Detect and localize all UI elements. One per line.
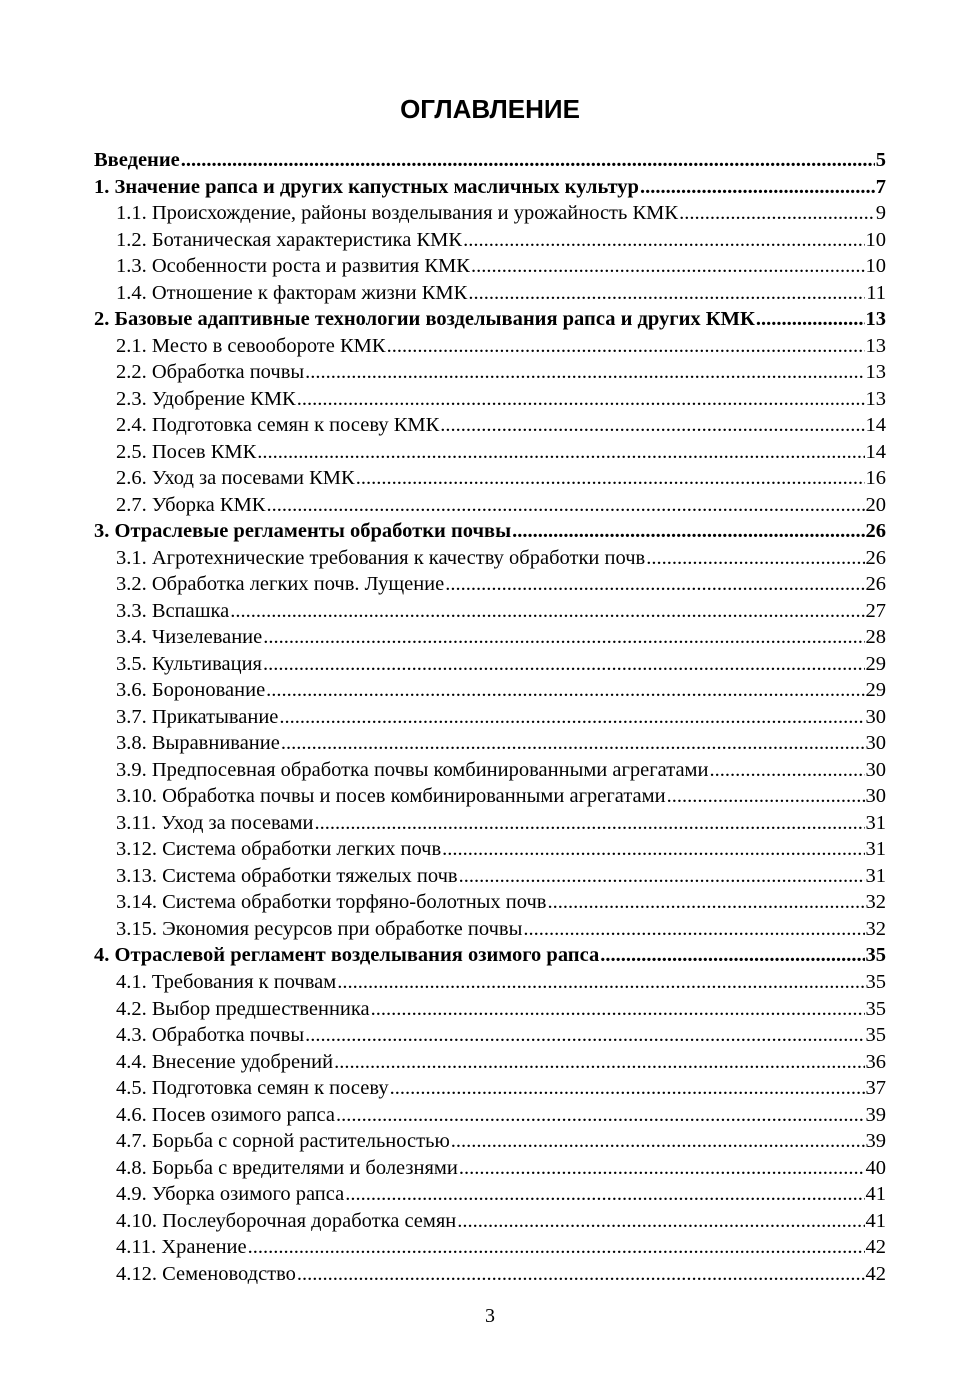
toc-entry-title: 3.1. Агротехнические требования к качеству обработки почв <box>116 546 646 569</box>
toc-entry-title: 3.5. Культивация <box>116 652 262 675</box>
toc-entry-page: 41 <box>865 1183 886 1206</box>
toc-entry-page: 9 <box>875 202 886 225</box>
toc-dot-leader <box>600 942 864 969</box>
toc-entry-page: 39 <box>865 1103 886 1126</box>
toc-dot-leader <box>523 916 864 943</box>
toc-entry-title: 3.4. Чизелевание <box>116 626 263 649</box>
toc-section-entry[interactable] <box>94 412 886 439</box>
toc-section-entry[interactable] <box>94 783 886 810</box>
toc-dot-leader <box>297 386 865 413</box>
toc-section-entry[interactable] <box>94 624 886 651</box>
toc-entry-title: 2.5. Посев КМК <box>116 440 257 463</box>
toc-entry-title: 2.7. Уборка КМК <box>116 493 266 516</box>
toc-entry-title: 1. Значение рапса и других капустных масличных культур <box>94 175 639 198</box>
toc-chapter-entry[interactable] <box>94 306 886 333</box>
toc-section-entry[interactable] <box>94 253 886 280</box>
toc-dot-leader <box>314 810 864 837</box>
toc-dot-leader <box>248 1234 865 1261</box>
toc-entry-title: 3.12. Система обработки легких почв <box>116 838 442 861</box>
toc-entry-page: 26 <box>865 573 886 596</box>
toc-entry-page: 10 <box>865 228 886 251</box>
toc-section-entry[interactable] <box>94 996 886 1023</box>
toc-entry-page: 13 <box>865 334 886 357</box>
toc-entry-page: 30 <box>865 732 886 755</box>
toc-dot-leader <box>305 359 864 386</box>
toc-dot-leader <box>390 1075 865 1102</box>
toc-dot-leader <box>281 730 865 757</box>
toc-entry-page: 16 <box>865 467 886 490</box>
toc-entry-page: 13 <box>865 387 886 410</box>
toc-dot-leader <box>263 651 865 678</box>
toc-section-entry[interactable] <box>94 1022 886 1049</box>
table-of-contents <box>94 147 886 1287</box>
toc-section-entry[interactable] <box>94 730 886 757</box>
toc-section-entry[interactable] <box>94 333 886 360</box>
toc-dot-leader <box>371 996 865 1023</box>
toc-entry-title: 4.7. Борьба с сорной растительностью <box>116 1130 450 1153</box>
toc-dot-leader <box>181 147 875 174</box>
toc-entry-page: 5 <box>875 149 886 171</box>
toc-entry-page: 14 <box>865 414 886 437</box>
toc-entry-title: 3.14. Система обработки торфяно-болотных почв <box>116 891 547 914</box>
toc-entry-page: 30 <box>865 758 886 781</box>
toc-entry-page: 35 <box>865 970 886 993</box>
toc-entry-page: 31 <box>865 838 886 861</box>
toc-section-entry[interactable] <box>94 571 886 598</box>
toc-entry-page: 31 <box>865 811 886 834</box>
toc-entry-title: 4.3. Обработка почвы <box>116 1024 305 1047</box>
toc-dot-leader <box>710 757 865 784</box>
toc-section-entry[interactable] <box>94 836 886 863</box>
toc-section-entry[interactable] <box>94 1155 886 1182</box>
toc-entry-page: 41 <box>865 1209 886 1232</box>
toc-entry-page: 35 <box>865 944 886 967</box>
page-title: ОГЛАВЛЕНИЕ <box>400 94 580 124</box>
toc-section-entry[interactable] <box>94 227 886 254</box>
toc-entry-title: 1.4. Отношение к факторам жизни КМК <box>116 281 468 304</box>
toc-dot-leader <box>440 412 864 439</box>
toc-section-entry[interactable] <box>94 1128 886 1155</box>
toc-dot-leader <box>334 1049 864 1076</box>
toc-section-entry[interactable] <box>94 969 886 996</box>
toc-dot-leader <box>445 571 864 598</box>
toc-entry-title: 3.15. Экономия ресурсов при обработке почвы <box>116 917 523 940</box>
toc-dot-leader <box>679 200 875 227</box>
toc-section-entry[interactable] <box>94 1261 886 1288</box>
toc-dot-leader <box>356 465 865 492</box>
toc-entry-title: 4. Отраслевой регламент возделывания озимого рапса <box>94 944 600 967</box>
toc-entry-page: 32 <box>865 891 886 914</box>
toc-dot-leader <box>457 1208 864 1235</box>
toc-entry-page: 7 <box>875 175 886 198</box>
toc-dot-leader <box>257 439 864 466</box>
toc-entry-title: 4.12. Семеноводство <box>116 1262 296 1285</box>
toc-dot-leader <box>305 1022 864 1049</box>
toc-section-entry[interactable] <box>94 465 886 492</box>
toc-section-entry[interactable] <box>94 677 886 704</box>
toc-entry-title: 3.9. Предпосевная обработка почвы комбинированными агрегатами <box>116 758 709 781</box>
toc-entry-title: 2. Базовые адаптивные технологии возделывания рапса и других КМК <box>94 308 755 331</box>
toc-entry-page: 11 <box>866 281 886 304</box>
toc-entry-page: 30 <box>865 705 886 728</box>
toc-chapter-entry[interactable] <box>94 147 886 174</box>
toc-entry-page: 35 <box>865 997 886 1020</box>
toc-dot-leader <box>336 1102 864 1129</box>
toc-dot-leader <box>387 333 865 360</box>
toc-entry-page: 42 <box>865 1262 886 1285</box>
toc-section-entry[interactable] <box>94 863 886 890</box>
toc-entry-title: 3.11. Уход за посевами <box>116 811 314 834</box>
toc-entry-title: 4.1. Требования к почвам <box>116 970 337 993</box>
toc-entry-title: 2.2. Обработка почвы <box>116 361 305 384</box>
toc-dot-leader <box>297 1261 865 1288</box>
toc-section-entry[interactable] <box>94 200 886 227</box>
toc-entry-page: 32 <box>865 917 886 940</box>
toc-section-entry[interactable] <box>94 1075 886 1102</box>
toc-dot-leader <box>266 677 864 704</box>
toc-section-entry[interactable] <box>94 439 886 466</box>
toc-entry-title: 3.8. Выравнивание <box>116 732 280 755</box>
toc-entry-title: 2.1. Место в севообороте КМК <box>116 334 386 357</box>
toc-dot-leader <box>263 624 864 651</box>
toc-entry-title: 3. Отраслевые регламенты обработки почвы <box>94 520 512 543</box>
toc-entry-title: 1.1. Происхождение, районы возделывания и урожайность КМК <box>116 202 679 225</box>
toc-dot-leader <box>266 492 864 519</box>
toc-dot-leader <box>468 280 865 307</box>
toc-section-entry[interactable] <box>94 598 886 625</box>
toc-entry-page: 13 <box>865 308 886 331</box>
toc-entry-title: 3.10. Обработка почвы и посев комбинированными агрегатами <box>116 785 666 808</box>
toc-entry-title: 3.2. Обработка легких почв. Лущение <box>116 573 445 596</box>
toc-entry-page: 36 <box>865 1050 886 1073</box>
toc-entry-page: 37 <box>865 1077 886 1100</box>
toc-chapter-entry[interactable] <box>94 518 886 545</box>
toc-dot-leader <box>345 1181 864 1208</box>
toc-entry-page: 26 <box>865 520 886 543</box>
toc-dot-leader <box>640 174 875 201</box>
toc-entry-title: 4.11. Хранение <box>116 1236 247 1259</box>
toc-entry-page: 35 <box>865 1024 886 1047</box>
toc-section-entry[interactable] <box>94 1102 886 1129</box>
page-number: 3 <box>485 1305 495 1327</box>
toc-dot-leader <box>756 306 865 333</box>
toc-section-entry[interactable] <box>94 492 886 519</box>
toc-section-entry[interactable] <box>94 651 886 678</box>
toc-entry-title: 4.5. Подготовка семян к посеву <box>116 1077 389 1100</box>
toc-entry-title: 4.10. Послеуборочная доработка семян <box>116 1209 457 1232</box>
toc-chapter-entry[interactable] <box>94 174 886 201</box>
toc-entry-page: 40 <box>865 1156 886 1179</box>
toc-entry-page: 42 <box>865 1236 886 1259</box>
toc-entry-page: 26 <box>865 546 886 569</box>
toc-entry-page: 30 <box>865 785 886 808</box>
toc-section-entry[interactable] <box>94 916 886 943</box>
toc-section-entry[interactable] <box>94 1181 886 1208</box>
toc-entry-title: 1.2. Ботаническая характеристика КМК <box>116 228 463 251</box>
toc-entry-title: 2.4. Подготовка семян к посеву КМК <box>116 414 440 437</box>
toc-entry-title: 4.9. Уборка озимого рапса <box>116 1183 345 1206</box>
toc-entry-page: 10 <box>865 255 886 278</box>
toc-chapter-entry[interactable] <box>94 942 886 969</box>
toc-entry-title: 3.3. Вспашка <box>116 599 230 622</box>
toc-dot-leader <box>667 783 865 810</box>
toc-entry-page: 20 <box>865 493 886 516</box>
toc-dot-leader <box>459 863 865 890</box>
toc-dot-leader <box>337 969 864 996</box>
toc-entry-page: 13 <box>865 361 886 384</box>
toc-section-entry[interactable] <box>94 1234 886 1261</box>
toc-dot-leader <box>512 518 864 545</box>
toc-dot-leader <box>451 1128 865 1155</box>
toc-entry-title: 3.13. Система обработки тяжелых почв <box>116 864 458 887</box>
toc-section-entry[interactable] <box>94 889 886 916</box>
toc-dot-leader <box>230 598 864 625</box>
toc-dot-leader <box>471 253 865 280</box>
toc-dot-leader <box>646 545 864 572</box>
toc-entry-page: 29 <box>865 652 886 675</box>
toc-entry-page: 28 <box>865 626 886 649</box>
toc-section-entry[interactable] <box>94 810 886 837</box>
toc-section-entry[interactable] <box>94 280 886 307</box>
toc-entry-page: 31 <box>865 864 886 887</box>
toc-entry-title: 1.3. Особенности роста и развития КМК <box>116 255 470 278</box>
toc-entry-title: 2.6. Уход за посевами КМК <box>116 467 355 490</box>
toc-dot-leader <box>463 227 864 254</box>
toc-entry-page: 14 <box>865 440 886 463</box>
toc-entry-title: 4.6. Посев озимого рапса <box>116 1103 336 1126</box>
toc-entry-title: 3.7. Прикатывание <box>116 705 279 728</box>
toc-section-entry[interactable] <box>94 386 886 413</box>
toc-dot-leader <box>442 836 864 863</box>
toc-entry-page: 39 <box>865 1130 886 1153</box>
toc-entry-page: 29 <box>865 679 886 702</box>
toc-entry-title: 4.8. Борьба с вредителями и болезнями <box>116 1156 458 1179</box>
toc-section-entry[interactable] <box>94 704 886 731</box>
toc-entry-page: 27 <box>865 599 886 622</box>
toc-dot-leader <box>279 704 864 731</box>
toc-entry-title: Введение <box>94 149 180 171</box>
toc-entry-title: 3.6. Боронование <box>116 679 266 702</box>
toc-section-entry[interactable] <box>94 1049 886 1076</box>
toc-section-entry[interactable] <box>94 757 886 784</box>
toc-section-entry[interactable] <box>94 545 886 572</box>
toc-dot-leader <box>548 889 865 916</box>
toc-section-entry[interactable] <box>94 359 886 386</box>
toc-entry-title: 4.4. Внесение удобрений <box>116 1050 334 1073</box>
toc-section-entry[interactable] <box>94 1208 886 1235</box>
toc-dot-leader <box>459 1155 865 1182</box>
toc-entry-title: 4.2. Выбор предшественника <box>116 997 370 1020</box>
toc-entry-title: 2.3. Удобрение КМК <box>116 387 296 410</box>
